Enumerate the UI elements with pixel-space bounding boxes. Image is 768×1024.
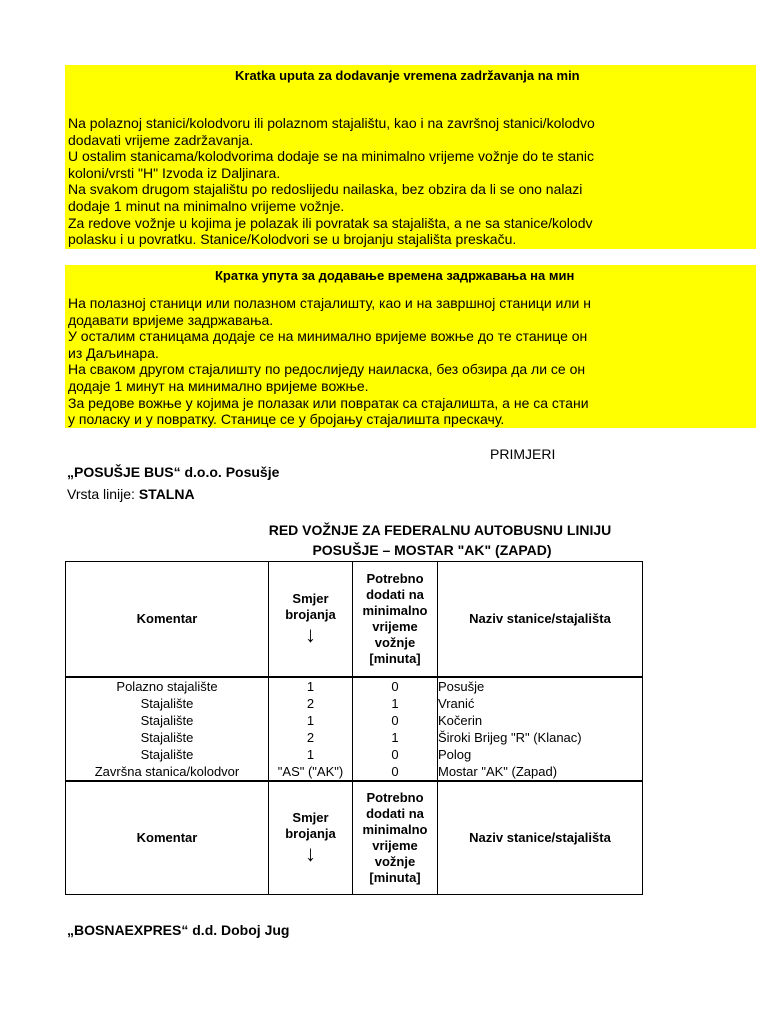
cell-station: Vranić	[438, 695, 643, 712]
company-heading-2	[67, 922, 289, 938]
table-footer-row	[66, 781, 643, 895]
instruction-line: На полазној станици или полазном стајалишту, као и на завршној станици или н	[68, 295, 591, 311]
table-header-row	[66, 562, 643, 678]
cell-direction: "AS" ("AK")	[269, 763, 353, 781]
cell-station: Kočerin	[438, 712, 643, 729]
footer-direction	[269, 781, 353, 895]
instruction-line: додавати вријеме задржавања.	[68, 311, 274, 328]
instruction-line: На сваком другом стајалишту по редослиједу наиласка, без обзира да ли се он	[68, 361, 586, 378]
cell-direction: 2	[269, 729, 353, 746]
cell-comment: Stajalište	[66, 729, 269, 746]
instruction-line: У осталим станицама додаје се на минимално вријеме вожње до те станице он	[68, 328, 588, 345]
company-suffix: d.o.o. Posušje	[184, 464, 280, 480]
cell-station: Posušje	[438, 677, 643, 695]
header-add: Potrebno dodati na minimalno vrijeme vožnje [minuta]	[353, 562, 438, 678]
cell-direction: 1	[269, 746, 353, 763]
table-row	[66, 712, 643, 729]
cell-add: 1	[353, 729, 438, 746]
instruction-line: Na polaznoj stanici/kolodvoru ili polaznom stajalištu, kao i na završnoj stanici/kolodvo	[68, 115, 595, 131]
cell-station: Polog	[438, 746, 643, 763]
instruction-line: dodavati vrijeme zadržavanja.	[68, 131, 254, 148]
instruction-line: dodaje 1 minut na minimalno vrijeme vožnje.	[68, 197, 345, 214]
cell-comment: Stajalište	[66, 695, 269, 712]
cell-comment: Završna stanica/kolodvor	[66, 763, 269, 781]
header-direction	[269, 562, 353, 678]
timetable-title: RED VOŽNJE ZA FEDERALNU AUTOBUSNU LINIJU	[268, 522, 612, 538]
company-name: „BOSNAEXPRES“	[67, 922, 189, 938]
cell-direction: 2	[269, 695, 353, 712]
instruction-line: Za redove vožnje u kojima je polazak ili povratak sa stajališta, a ne sa stanice/kolodv	[68, 214, 593, 231]
footer-add: Potrebno dodati na minimalno vrijeme vožnje [minuta]	[353, 781, 438, 895]
instruction-line: koloni/vrsti "H" Izvoda iz Daljinara.	[68, 164, 281, 181]
timetable-subtitle: POSUŠJE – MOSTAR "AK" (ZAPAD)	[312, 542, 552, 558]
footer-station: Naziv stanice/stajališta	[438, 781, 643, 895]
header-comment: Komentar	[66, 562, 269, 678]
instruction-line: додаје 1 минут на минимално вријеме вожње.	[68, 377, 369, 394]
instruction-line: polasku i u povratku. Stanice/Kolodvori se u brojanju stajališta preskaču.	[68, 231, 517, 248]
company-suffix: d.d. Doboj Jug	[192, 922, 290, 938]
cell-comment: Stajalište	[66, 746, 269, 763]
company-heading	[67, 464, 279, 480]
instruction-line: U ostalim stanicama/kolodvorima dodaje se na minimalno vrijeme vožnje do te stanic	[68, 148, 595, 165]
instructions-cyrillic	[65, 265, 756, 428]
header-station: Naziv stanice/stajališta	[438, 562, 643, 678]
cell-add: 0	[353, 746, 438, 763]
instruction-line: у поласку и у повратку. Станице се у бројању стајалишта прескачу.	[68, 411, 505, 428]
table-row	[66, 677, 643, 695]
footer-comment: Komentar	[66, 781, 269, 895]
cell-add: 1	[353, 695, 438, 712]
timetable	[65, 561, 643, 895]
cell-direction: 1	[269, 677, 353, 695]
cell-comment: Stajalište	[66, 712, 269, 729]
cell-add: 0	[353, 712, 438, 729]
instructions-cyrillic-title: Кратка упута за додавање времена задржавања на мин	[215, 268, 575, 283]
cell-direction: 1	[269, 712, 353, 729]
instructions-latin-body	[68, 115, 756, 248]
table-row	[66, 763, 643, 781]
instruction-line: Na svakom drugom stajalištu po redoslijedu nailaska, bez obzira da li se ono nalazi	[68, 181, 583, 198]
arrow-down-icon: ↓	[305, 622, 316, 647]
header-direction-label: Smjer brojanja	[285, 591, 336, 622]
instructions-latin	[65, 65, 756, 249]
line-type-label: Vrsta linije:	[67, 486, 135, 502]
instruction-line: За редове вожње у којима је полазак или повратак са стајалишта, а не са стани	[68, 394, 589, 411]
line-type	[67, 486, 195, 502]
arrow-down-icon: ↓	[305, 841, 316, 866]
cell-add: 0	[353, 763, 438, 781]
examples-label: PRIMJERI	[490, 446, 556, 462]
line-type-value: STALNA	[138, 486, 195, 502]
cell-comment: Polazno stajalište	[66, 677, 269, 695]
table-row	[66, 729, 643, 746]
instruction-line: из Даљинара.	[68, 344, 159, 361]
table-row	[66, 695, 643, 712]
cell-station: Mostar "AK" (Zapad)	[438, 763, 643, 781]
cell-station: Široki Brijeg "R" (Klanac)	[438, 729, 643, 746]
instructions-cyrillic-body	[68, 295, 756, 428]
table-row	[66, 746, 643, 763]
instructions-latin-title: Kratka uputa za dodavanje vremena zadržavanja na min	[235, 68, 580, 83]
company-name: „POSUŠJE BUS“	[67, 464, 181, 480]
cell-add: 0	[353, 677, 438, 695]
footer-direction-label: Smjer brojanja	[285, 810, 336, 841]
